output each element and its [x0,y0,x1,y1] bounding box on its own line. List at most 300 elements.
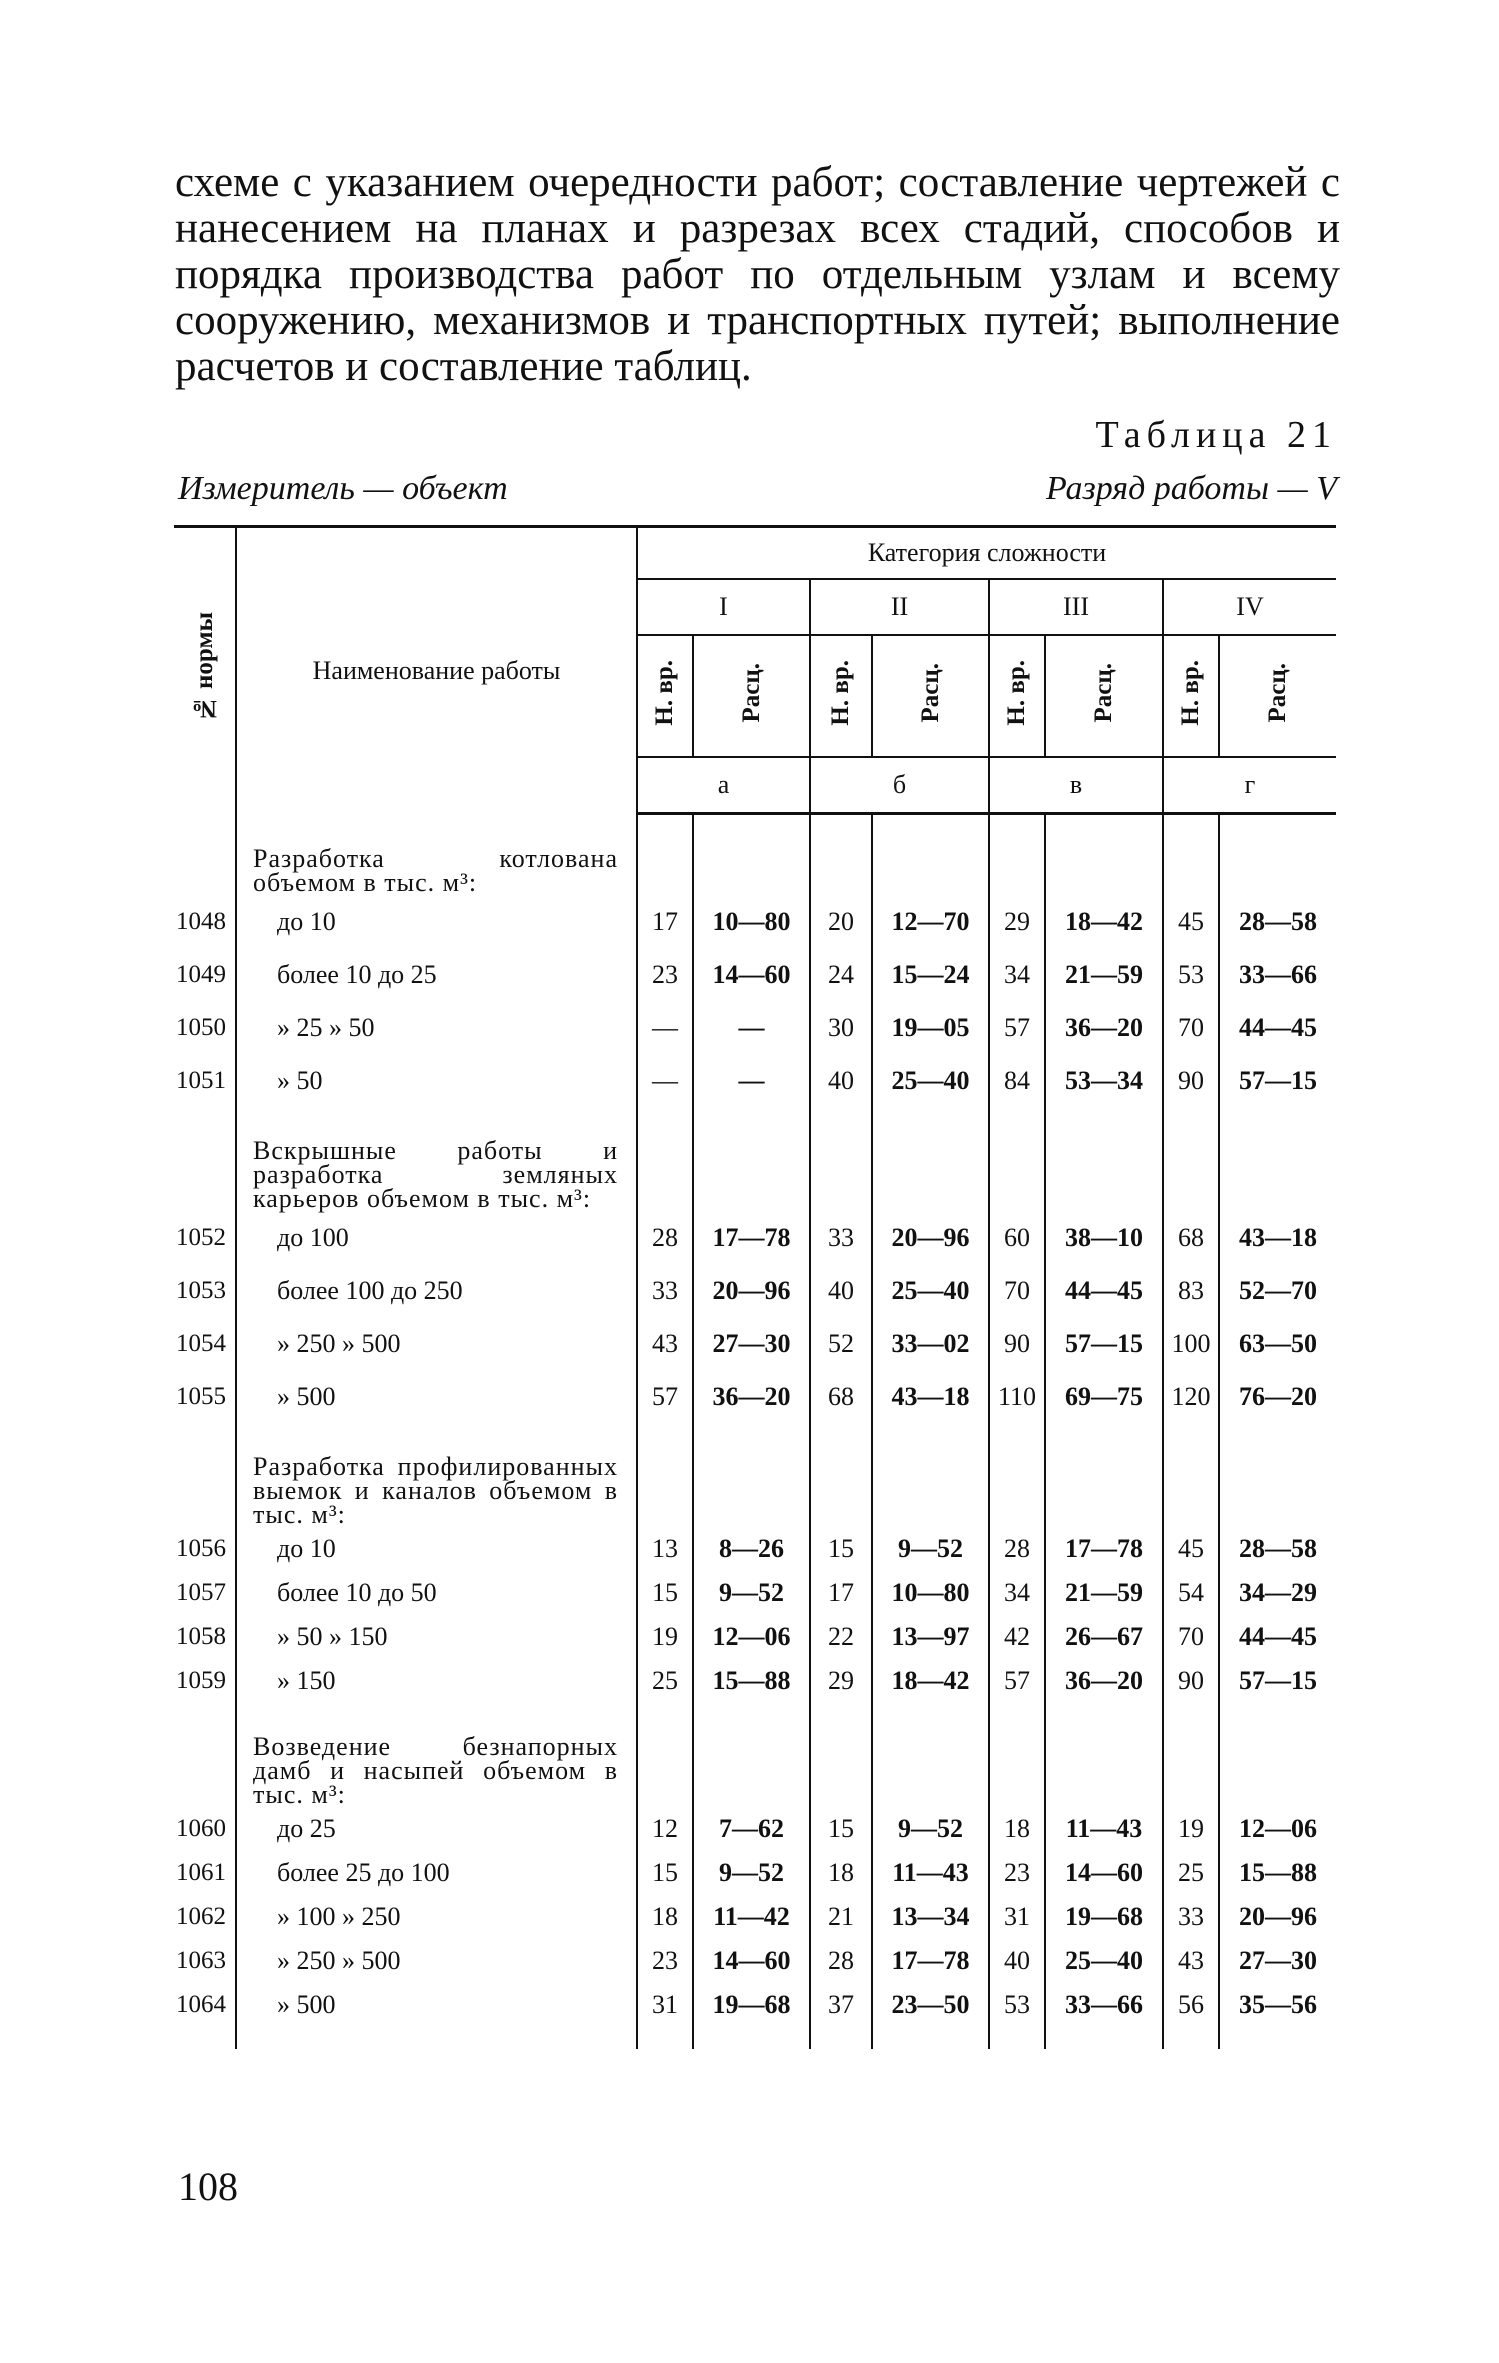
work-name: » 50 [277,1065,323,1095]
time-norm-value: 23 [637,948,693,1001]
rate-value: 25—40 [1045,1939,1163,1983]
rate-value: 33—02 [872,1317,989,1370]
section-spacer [174,1423,1336,1445]
norm-number: 1062 [176,1903,226,1930]
spacer-cell [810,1423,872,1445]
time-norm-value: 24 [810,948,872,1001]
rate-value: 57—15 [1045,1317,1163,1370]
spacer-cell [693,1107,810,1129]
time-norm-value: 17 [810,1571,872,1615]
empty-cell [1219,837,1336,895]
time-norm-value: 90 [989,1317,1045,1370]
spacer-cell [174,814,236,838]
time-norm-value: 53 [989,1983,1045,2027]
spacer-cell [872,814,989,838]
spacer-cell [174,1703,236,1725]
rate-value: 57—15 [1219,1054,1336,1107]
work-name: более 25 до 100 [277,1858,450,1887]
work-name: » 250 » 500 [277,1946,401,1975]
rate-value: 28—58 [1219,1527,1336,1571]
rate-value: 9—52 [693,1851,810,1895]
spacer-cell [1163,2027,1219,2049]
table-row [174,1983,1336,2027]
spacer-cell [872,1107,989,1129]
time-norm-value: 25 [637,1659,693,1703]
time-norm-value: 25 [1163,1851,1219,1895]
rate-value: 15—88 [1219,1851,1336,1895]
table-body [174,814,1336,2050]
meter-label: Измеритель — объект [178,470,508,507]
time-norm-value: 57 [637,1370,693,1423]
rate-value: 43—18 [872,1370,989,1423]
rate-value: 10—80 [693,895,810,948]
table-row [174,1370,1336,1423]
work-name: » 250 » 500 [277,1328,401,1358]
work-name: » 150 [277,1666,336,1695]
header-norm-no: № нормы [174,527,236,814]
spacer-cell [989,1423,1045,1445]
work-name: более 10 до 50 [277,1578,437,1607]
empty-cell [810,1129,872,1211]
norm-number: 1052 [176,1223,226,1251]
empty-cell [872,1725,989,1807]
work-name: до 10 [277,906,336,936]
norm-number: 1063 [176,1947,226,1974]
rate-value: 44—45 [1045,1264,1163,1317]
rate-value: 43—18 [1219,1211,1336,1264]
work-name: более 10 до 25 [277,959,437,989]
work-name: » 50 » 150 [277,1622,388,1651]
work-name-cell [236,1370,637,1423]
spacer-cell [1163,814,1219,838]
time-norm-value: 53 [1163,948,1219,1001]
table-caption: Таблица 21 [1095,414,1337,456]
work-name-cell [236,1211,637,1264]
rate-value: 15—88 [693,1659,810,1703]
time-norm-value: 68 [810,1370,872,1423]
spacer-cell [810,1107,872,1129]
spacer-cell [637,814,693,838]
time-norm-value: 33 [1163,1895,1219,1939]
empty-cell [1045,837,1163,895]
rate-value: 36—20 [1045,1659,1163,1703]
rate-value: 8—26 [693,1527,810,1571]
header-complexity: Категория сложности [637,527,1336,580]
empty-cell [989,1445,1045,1527]
header-category-4: IV [1163,579,1336,635]
empty-cell [1219,1445,1336,1527]
time-norm-value: 18 [810,1851,872,1895]
rate-value: 18—42 [1045,895,1163,948]
time-norm-value: 15 [810,1807,872,1851]
grade-label: Разряд работы — V [1045,470,1337,507]
time-norm-value: 33 [637,1264,693,1317]
time-norm-value: 45 [1163,1527,1219,1571]
spacer-cell [1219,2027,1336,2049]
work-name-cell [236,1317,637,1370]
spacer-cell [1045,1107,1163,1129]
work-name-cell [236,1615,637,1659]
empty-cell [637,837,693,895]
header-category-3: III [989,579,1163,635]
empty-cell [872,837,989,895]
section-spacer [174,814,1336,838]
norm-number: 1061 [176,1859,226,1886]
empty-cell [989,837,1045,895]
time-norm-value: — [637,1054,693,1107]
header-letter-a: а [637,757,810,814]
norm-number: 1050 [176,1013,226,1041]
spacer-cell [693,814,810,838]
norm-number: 1051 [176,1066,226,1094]
time-norm-value: 15 [637,1851,693,1895]
norm-number: 1056 [176,1535,226,1562]
work-name-cell [236,1001,637,1054]
norm-number: 1057 [176,1579,226,1606]
empty-cell [693,1725,810,1807]
table-row [174,1001,1336,1054]
time-norm-value: 57 [989,1001,1045,1054]
rate-value: 23—50 [872,1983,989,2027]
spacer-cell [236,1703,637,1725]
rate-value: 20—96 [872,1211,989,1264]
spacer-cell [637,2027,693,2049]
empty-cell [1045,1725,1163,1807]
work-name-cell [236,1983,637,2027]
rate-value: 25—40 [872,1054,989,1107]
time-norm-value: 43 [637,1317,693,1370]
spacer-cell [693,1423,810,1445]
spacer-cell [1045,1703,1163,1725]
rate-value: 13—97 [872,1615,989,1659]
spacer-cell [693,1703,810,1725]
time-norm-value: 54 [1163,1571,1219,1615]
time-norm-value: 34 [989,948,1045,1001]
section-spacer [174,1107,1336,1129]
time-norm-value: 31 [637,1983,693,2027]
norm-number: 1058 [176,1623,226,1650]
rate-value: 17—78 [693,1211,810,1264]
spacer-cell [1219,1703,1336,1725]
time-norm-value: 70 [1163,1615,1219,1659]
rate-value: 11—42 [693,1895,810,1939]
header-h-time: Н. вр. [637,635,693,757]
time-norm-value: 84 [989,1054,1045,1107]
norm-number: 1064 [176,1991,226,2018]
table-row [174,895,1336,948]
rate-value: 38—10 [1045,1211,1163,1264]
section-title: Разработка котлована объемом в тыс. м³: [236,837,637,895]
time-norm-value: 90 [1163,1659,1219,1703]
work-name: » 500 [277,1990,336,2019]
section-title: Разработка профилированных выемок и каналов объемом в тыс. м³: [236,1445,637,1527]
rate-value: 36—20 [1045,1001,1163,1054]
section-title-row [174,837,1336,895]
empty-cell [1163,1129,1219,1211]
rate-value: 11—43 [872,1851,989,1895]
norm-number: 1055 [176,1382,226,1410]
norm-number: 1048 [176,907,226,935]
rate-value: 63—50 [1219,1317,1336,1370]
spacer-cell [174,1423,236,1445]
time-norm-value: 40 [989,1939,1045,1983]
table-row [174,1054,1336,1107]
table-row [174,1615,1336,1659]
rate-value: 19—68 [693,1983,810,2027]
time-norm-value: 56 [1163,1983,1219,2027]
header-category-1: I [637,579,810,635]
empty-cell [1163,837,1219,895]
time-norm-value: 17 [637,895,693,948]
rate-value: 76—20 [1219,1370,1336,1423]
spacer-cell [810,1703,872,1725]
time-norm-value: 23 [989,1851,1045,1895]
spacer-cell [810,2027,872,2049]
section-title-row [174,1129,1336,1211]
spacer-cell [872,2027,989,2049]
spacer-cell [1219,1423,1336,1445]
rate-value: — [693,1054,810,1107]
work-name-cell [236,1895,637,1939]
time-norm-value: 68 [1163,1211,1219,1264]
spacer-cell [1219,814,1336,838]
work-name-cell [236,1571,637,1615]
norms-table [174,525,1336,2049]
spacer-cell [1219,1107,1336,1129]
work-name-cell [236,1659,637,1703]
rate-value: 9—52 [872,1807,989,1851]
table-row [174,1895,1336,1939]
time-norm-value: 28 [989,1527,1045,1571]
work-name-cell [236,1054,637,1107]
time-norm-value: 22 [810,1615,872,1659]
norm-number: 1060 [176,1815,226,1842]
time-norm-value: 70 [989,1264,1045,1317]
section-title: Возведение безнапорных дамб и насыпей объемом в тыс. м³: [236,1725,637,1807]
table-end-spacer [174,2027,1336,2049]
time-norm-value: 83 [1163,1264,1219,1317]
header-letter-v: в [989,757,1163,814]
time-norm-value: 33 [810,1211,872,1264]
spacer-cell [637,1423,693,1445]
rate-value: 17—78 [1045,1527,1163,1571]
time-norm-value: 20 [810,895,872,948]
work-name: до 10 [277,1534,336,1563]
section-spacer [174,1703,1336,1725]
spacer-cell [1163,1423,1219,1445]
time-norm-value: 18 [637,1895,693,1939]
time-norm-value: 28 [810,1939,872,1983]
rate-value: 13—34 [872,1895,989,1939]
time-norm-value: 31 [989,1895,1045,1939]
spacer-cell [236,1107,637,1129]
rate-value: 9—52 [872,1527,989,1571]
time-norm-value: 42 [989,1615,1045,1659]
empty-cell [989,1129,1045,1211]
time-norm-value: 40 [810,1264,872,1317]
time-norm-value: — [637,1001,693,1054]
work-name-cell [236,1527,637,1571]
spacer-cell [989,814,1045,838]
time-norm-value: 57 [989,1659,1045,1703]
rate-value: 27—30 [1219,1939,1336,1983]
spacer-cell [989,1107,1045,1129]
work-name-cell [236,1939,637,1983]
time-norm-value: 28 [637,1211,693,1264]
rate-value: 28—58 [1219,895,1336,948]
empty-cell [693,1445,810,1527]
rate-value: 69—75 [1045,1370,1163,1423]
rate-value: 9—52 [693,1571,810,1615]
work-name: до 100 [277,1222,349,1252]
work-name-cell [236,1264,637,1317]
spacer-cell [693,2027,810,2049]
rate-value: 25—40 [872,1264,989,1317]
rate-value: 20—96 [693,1264,810,1317]
time-norm-value: 37 [810,1983,872,2027]
rate-value: 15—24 [872,948,989,1001]
rate-value: 26—67 [1045,1615,1163,1659]
spacer-cell [236,2027,637,2049]
empty-cell [693,837,810,895]
empty-cell [1045,1129,1163,1211]
work-name-cell [236,948,637,1001]
table-row [174,1264,1336,1317]
rate-value: 10—80 [872,1571,989,1615]
time-norm-value: 15 [637,1571,693,1615]
table-row [174,1317,1336,1370]
rate-value: 35—56 [1219,1983,1336,2027]
norm-number: 1054 [176,1329,226,1357]
time-norm-value: 29 [810,1659,872,1703]
rate-value: 33—66 [1045,1983,1163,2027]
header-h-time: Н. вр. [1163,635,1219,757]
work-name: более 100 до 250 [277,1275,463,1305]
rate-value: 14—60 [693,1939,810,1983]
table-row [174,1807,1336,1851]
empty-cell [637,1725,693,1807]
rate-value: 34—29 [1219,1571,1336,1615]
time-norm-value: 100 [1163,1317,1219,1370]
work-name: » 100 » 250 [277,1902,401,1931]
time-norm-value: 12 [637,1807,693,1851]
norm-number: 1053 [176,1276,226,1304]
page-number: 108 [178,2164,238,2209]
header-letter-g: г [1163,757,1336,814]
rate-value: 12—70 [872,895,989,948]
header-letter-b: б [810,757,989,814]
rate-value: 21—59 [1045,1571,1163,1615]
time-norm-value: 19 [637,1615,693,1659]
time-norm-value: 18 [989,1807,1045,1851]
empty-cell [1045,1445,1163,1527]
spacer-cell [1045,1423,1163,1445]
empty-cell [989,1725,1045,1807]
rate-value: 19—05 [872,1001,989,1054]
header-category-2: II [810,579,989,635]
time-norm-value: 45 [1163,895,1219,948]
header-h-time: Н. вр. [989,635,1045,757]
time-norm-value: 70 [1163,1001,1219,1054]
spacer-cell [174,1107,236,1129]
empty-cell [1219,1725,1336,1807]
spacer-cell [1163,1107,1219,1129]
header-rate: Расц. [1219,635,1336,757]
header-rate: Расц. [693,635,810,757]
rate-value: 52—70 [1219,1264,1336,1317]
empty-cell [637,1445,693,1527]
spacer-cell [174,2027,236,2049]
work-name-cell [236,1851,637,1895]
rate-value: 12—06 [1219,1807,1336,1851]
spacer-cell [1045,814,1163,838]
rate-value: 53—34 [1045,1054,1163,1107]
spacer-cell [1045,2027,1163,2049]
table-row [174,1571,1336,1615]
work-name-cell [236,895,637,948]
empty-cell [810,837,872,895]
header-work-name: Наименование работы [236,527,637,814]
spacer-cell [872,1703,989,1725]
section-title: Вскрышные работы и разработка земляных карьеров объемом в тыс. м³: [236,1129,637,1211]
rate-value: 11—43 [1045,1807,1163,1851]
empty-cell [693,1129,810,1211]
norm-number-cell [174,1725,236,1807]
time-norm-value: 43 [1163,1939,1219,1983]
norm-number: 1059 [176,1667,226,1694]
spacer-cell [637,1107,693,1129]
spacer-cell [872,1423,989,1445]
rate-value: 57—15 [1219,1659,1336,1703]
work-name: до 25 [277,1814,336,1843]
time-norm-value: 21 [810,1895,872,1939]
spacer-cell [810,814,872,838]
spacer-cell [1163,1703,1219,1725]
empty-cell [1163,1725,1219,1807]
rate-value: 18—42 [872,1659,989,1703]
table-row [174,1211,1336,1264]
rate-value: 7—62 [693,1807,810,1851]
time-norm-value: 15 [810,1527,872,1571]
section-title-row [174,1445,1336,1527]
rate-value: 44—45 [1219,1001,1336,1054]
table-row [174,1851,1336,1895]
time-norm-value: 29 [989,895,1045,948]
rate-value: 33—66 [1219,948,1336,1001]
table-row [174,1527,1336,1571]
empty-cell [872,1445,989,1527]
time-norm-value: 23 [637,1939,693,1983]
rate-value: 20—96 [1219,1895,1336,1939]
rate-value: 12—06 [693,1615,810,1659]
norm-number: 1049 [176,960,226,988]
time-norm-value: 13 [637,1527,693,1571]
header-rate: Расц. [872,635,989,757]
norm-number-cell [174,1129,236,1211]
spacer-cell [989,2027,1045,2049]
empty-cell [872,1129,989,1211]
norm-number-cell [174,837,236,895]
time-norm-value: 52 [810,1317,872,1370]
rate-value: 27—30 [693,1317,810,1370]
rate-value: 14—60 [1045,1851,1163,1895]
time-norm-value: 60 [989,1211,1045,1264]
rate-value: 44—45 [1219,1615,1336,1659]
header-h-time: Н. вр. [810,635,872,757]
time-norm-value: 120 [1163,1370,1219,1423]
spacer-cell [236,814,637,838]
time-norm-value: 110 [989,1370,1045,1423]
